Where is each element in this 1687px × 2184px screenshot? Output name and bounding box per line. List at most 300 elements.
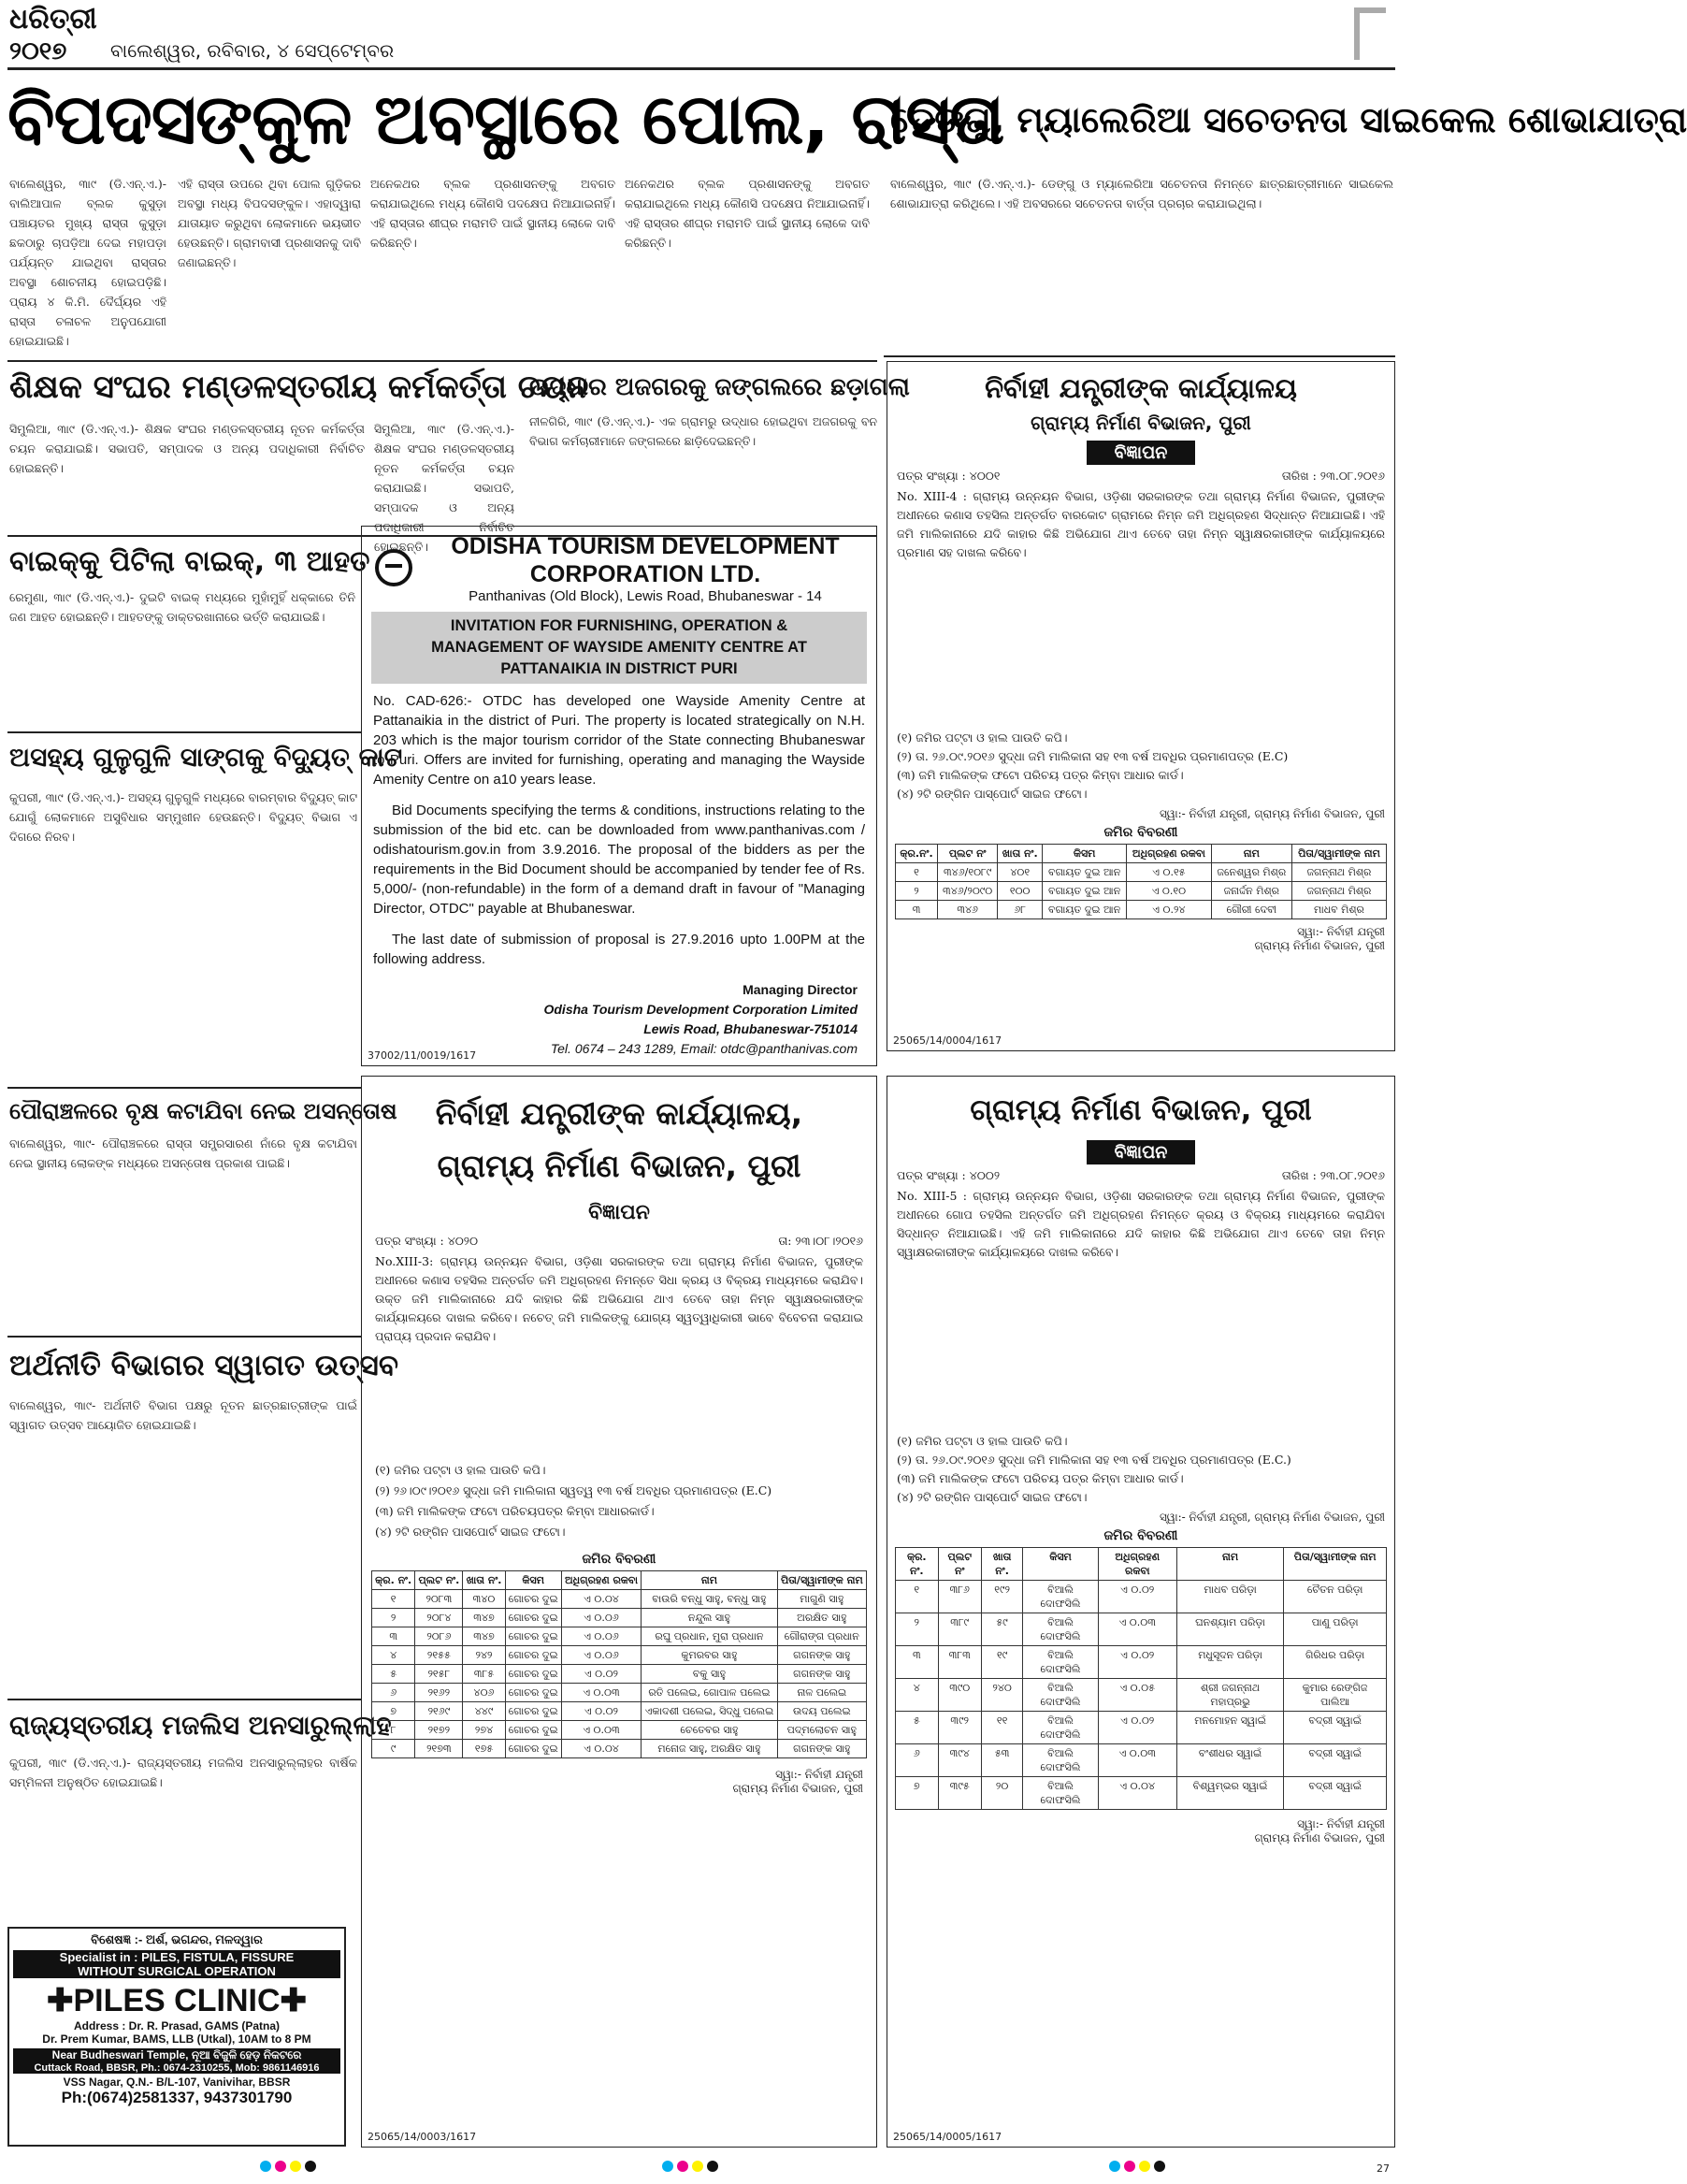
ad-c-code: 25065/14/0003/1617	[368, 2131, 477, 2143]
rule	[7, 1336, 361, 1338]
table-cell: ୨୦୮୪	[415, 1609, 463, 1627]
ad-tr-items	[897, 729, 1385, 803]
right-headline: ଡେଙ୍ଗୁ, ମ୍ୟାଲେରିଆ ସଚେତନତା ସାଇକେଲ ଶୋଭାଯାତ୍ରା	[890, 99, 1687, 140]
ad-tr-body: No. XIII-4 : ଗ୍ରାମ୍ୟ ଉନ୍ନୟନ ବିଭାଗ, ଓଡ଼ିଶା ସରକାରଙ୍କ ତଥା ଗ୍ରାମ୍ୟ ନିର୍ମାଣ ବିଭାଜନ, ପୁରୀଙ୍କ ଅଧୀନରେ କଣାସ ତହସିଲ ଅନ୍ତର୍ଗତ ବାରକୋଟ ଗ୍ରାମରେ ନିମ୍ନ ଜମି ଅଧିଗ୍ରହଣ ସିଦ୍ଧାନ୍ତ ନିଆଯାଇଛି। ଏହି ଜମି ମାଲିକାନାରେ ଯଦି କାହାର କିଛି ଅଭିଯୋଗ ଥାଏ ତେବେ ତାହା ନିମ୍ନ ସ୍ୱାକ୍ଷରକାରୀଙ୍କ କାର୍ଯ୍ୟାଳୟରେ ପ୍ରମାଣ ସହ ଦାଖଲ କରିବେ।	[897, 489, 1385, 559]
list-item: (୪) ୨ଟି ରଙ୍ଗିନ ପାସପୋର୍ଟ ସାଇଜ ଫଟୋ।	[375, 1525, 566, 1539]
table-cell: ଏ ୦.୦୨	[561, 1702, 641, 1721]
economics-headline: ଅର୍ଥନୀତି ବିଭାଗର ସ୍ୱାଗତ ଉତ୍ସବ	[9, 1349, 399, 1382]
otdc-sign-addr: Lewis Road, Bhubaneswar-751014	[643, 1021, 858, 1036]
ad-c-meta	[362, 1234, 876, 1249]
cross-icon: ✚	[46, 1983, 74, 2018]
table-cell: ୩୮୬	[938, 1581, 981, 1613]
table-cell: ୩୪୬/୧୦୮୯	[938, 863, 998, 882]
table-cell: ୧	[372, 1590, 415, 1609]
table-cell: ୧୦୦	[998, 882, 1043, 901]
clinic-name	[9, 1982, 344, 2019]
table-header: ପ୍ଲଟ ନଂ	[938, 1548, 981, 1581]
table-cell: ଗୋଚର ଦୁଇ	[505, 1702, 561, 1721]
table-cell: ଅରକ୍ଷିତ ସାହୁ	[777, 1609, 866, 1627]
ad-c-table-title: ଜମିର ବିବରଣୀ	[582, 1552, 656, 1567]
table-row	[372, 1627, 867, 1646]
ad-c-body: No.XIII-3: ଗ୍ରାମ୍ୟ ଉନ୍ନୟନ ବିଭାଗ, ଓଡ଼ିଶା ସରକାରଙ୍କ ତଥା ଗ୍ରାମ୍ୟ ନିର୍ମାଣ ବିଭାଜନ, ପୁରୀଙ୍କ ଅଧୀନରେ କଣାସ ତହସିଲ ଅନ୍ତର୍ଗତ ଜମି ଅଧିଗ୍ରହଣ ନିମନ୍ତେ ସିଧା କ୍ରୟ ଓ ବିକ୍ରୟ ମାଧ୍ୟମରେ କରାଯିବ। ଉକ୍ତ ଜମି ମାଲିକାନାରେ ଯଦି କାହାର କିଛି ଅଭିଯୋଗ ଥାଏ ତେବେ ତାହା ନିମ୍ନ ସ୍ୱାକ୍ଷରକାରୀଙ୍କ କାର୍ଯ୍ୟାଳୟରେ ଦାଖଲ କରିବେ। ନଚେତ୍ ଜମି ମାଲିକଙ୍କୁ ଯୋଗ୍ୟ ସ୍ୱତ୍ୱାଧିକାରୀ ଭାବେ ବିବେଚନା କରାଯାଇ ପ୍ରାପ୍ୟ ପ୍ରଦାନ କରାଯିବ।	[375, 1254, 863, 1343]
table-cell: ପଦ୍ମଲୋଚନ ସାହୁ	[777, 1721, 866, 1740]
table-cell: ମନମୋହନ ସ୍ୱାଇଁ	[1176, 1712, 1283, 1744]
table-header: ଖାତା ନଂ.	[981, 1548, 1022, 1581]
table-cell: ୨	[372, 1609, 415, 1627]
table-header-row	[896, 1548, 1387, 1581]
table-header: ଅଧିଗ୍ରହଣ ରକବା	[1098, 1548, 1176, 1581]
table-cell: ୬	[896, 1744, 939, 1777]
ad-c-table	[371, 1570, 867, 1758]
table-cell: ୩୪୬/୨୦୯୦	[938, 882, 998, 901]
table-cell: ଗୋଚର ଦୁଇ	[505, 1627, 561, 1646]
table-cell: ଗଗନଙ୍କ ସାହୁ	[777, 1740, 866, 1758]
table-cell: ଏ ୦.୦୫	[1098, 1679, 1176, 1712]
table-cell: ଏ ୦.୦୪	[1098, 1777, 1176, 1810]
table-cell: ବିଶ୍ୱମ୍ଭର ସ୍ୱାଇଁ	[1176, 1777, 1283, 1810]
ad-c-sign: ସ୍ୱା:- ନିର୍ବାହୀ ଯନ୍ତ୍ରୀ	[775, 1768, 863, 1781]
ad-tr-title: ନିର୍ବାହୀ ଯନ୍ତ୍ରୀଙ୍କ କାର୍ଯ୍ୟାଳୟ	[985, 372, 1297, 404]
table-cell: ୩୯୨	[938, 1712, 981, 1744]
table-cell: ୩୮୩	[938, 1646, 981, 1679]
table-cell: ବିଆଲି ଦୋଫସିଲି	[1023, 1613, 1098, 1646]
ad-br-table-title: ଜମିର ବିବରଣୀ	[1103, 1528, 1178, 1543]
table-cell: ୯	[372, 1740, 415, 1758]
table-cell: ମାଧବ ମିଶ୍ର	[1291, 901, 1386, 919]
table-cell: ଏ ୦.୦୨	[1098, 1712, 1176, 1744]
reg-mark-yellow	[692, 2161, 703, 2172]
table-cell: ବଗାୟତ ଦୁଇ ଆନ	[1043, 882, 1127, 901]
table-row	[896, 882, 1387, 901]
table-cell: ବଦ୍ରୀ ସ୍ୱାଇଁ	[1284, 1744, 1387, 1777]
ad-c-date: ତା: ୨୩।୦୮।୨୦୧୬	[778, 1234, 863, 1248]
table-cell: ଏ ୦.୦୨	[561, 1665, 641, 1684]
table-cell: ଏ ୦.୦୩	[561, 1721, 641, 1740]
reg-mark-cyan	[662, 2161, 673, 2172]
table-cell: ୨୪୦	[981, 1679, 1022, 1712]
ad-br-sign2: ସ୍ୱା:- ନିର୍ବାହୀ ଯନ୍ତ୍ରୀ	[1297, 1817, 1385, 1830]
masthead-rule	[7, 67, 1395, 70]
table-cell: ମାଗୁଣି ସାହୁ	[777, 1590, 866, 1609]
table-cell: ବିଆଲି ଦୋଫସିଲି	[1023, 1712, 1098, 1744]
otdc-para1: No. CAD-626:- OTDC has developed one Wayside Amenity Centre at Pattanaikia in the district of Puri. The property is located strategically on N.H. 203 which is the major tourism corridor of the State connecting Bhubaneswar to Puri. Offers are invited for furnishing, operating and managing the Wayside Amenity Centre on a10 years lease.	[373, 693, 865, 788]
footer-page-number: 27	[1377, 2162, 1390, 2175]
table-cell: ରତି ପଲେଇ, ଗୋପାଳ ପଲେଇ	[642, 1684, 777, 1702]
table-cell: ୨୦୮୩	[415, 1590, 463, 1609]
table-cell: ୩୯୫	[938, 1777, 981, 1810]
table-cell: ଚୈତନ ପରିଡ଼ା	[1284, 1581, 1387, 1613]
ad-br-notice: ବିଜ୍ଞାପନ	[1087, 1140, 1196, 1164]
ad-c-title2: ଗ୍ରାମ୍ୟ ନିର୍ମାଣ ବିଭାଜନ, ପୁରୀ	[437, 1148, 801, 1184]
table-cell: ଗୋଚର ଦୁଇ	[505, 1609, 561, 1627]
power-story: କୁପରୀ, ୩ା୯ (ଡି.ଏନ୍.ଏ.)- ଅସହ୍ୟ ଗୁଳୁଗୁଳି ମଧ୍ୟରେ ବାରମ୍ବାର ବିଦ୍ୟୁତ୍ କାଟ ଯୋଗୁଁ ଲୋକମାନେ ଅସୁବିଧାର ସମ୍ମୁଖୀନ ହେଉଛନ୍ତି। ବିଦ୍ୟୁତ୍ ବିଭାଗ ଏ ଦିଗରେ ନିରବ।	[9, 790, 357, 844]
main-story-col1: ବାଲେଶ୍ୱର, ୩ା୯ (ଡି.ଏନ୍.ଏ.)- ବାଲିଆପାଳ ବ୍ଲକ କୁସୁଡ଼ା ପଞ୍ଚାୟତର ମୁଖ୍ୟ ରାସ୍ତା କୁସୁଡ଼ା ଛକଠାରୁ ଚାପଡ଼ିଆ ଦେଇ ମହାପଡ଼ା ପର୍ଯ୍ୟନ୍ତ ଯାଇଥିବା ରାସ୍ତାର ଅବସ୍ଥା ଶୋଚନୀୟ ହୋଇପଡ଼ିଛି। ପ୍ରାୟ ୪ କି.ମି. ଦୈର୍ଘ୍ୟର ଏହି ରାସ୍ତା ଚଳାଚଳ ଅନୁପଯୋଗୀ ହୋଇଯାଇଛି।	[9, 177, 166, 348]
otdc-org2: CORPORATION LTD.	[529, 561, 761, 587]
ad-tr-sign: ସ୍ୱା:- ନିର୍ବାହୀ ଯନ୍ତ୍ରୀ, ଗ୍ରାମ୍ୟ ନିର୍ମାଣ ବିଭାଜନ, ପୁରୀ	[1159, 807, 1385, 820]
table-cell: ୨୧୫୫	[415, 1646, 463, 1665]
table-cell: ବଗାୟତ ଦୁଇ ଆନ	[1043, 901, 1127, 919]
rule	[7, 1087, 361, 1089]
table-cell: ୪୦୧	[998, 863, 1043, 882]
otdc-sign-tel: Tel. 0674 – 243 1289, Email: otdc@panthanivas.com	[550, 1041, 858, 1056]
main-story-col3: ଅନେକଥର ବ୍ଲକ ପ୍ରଶାସନଙ୍କୁ ଅବଗତ କରାଯାଇଥିଲେ ମଧ୍ୟ କୌଣସି ପଦକ୍ଷେପ ନିଆଯାଇନାହିଁ। ଏହି ରାସ୍ତାର ଶୀଘ୍ର ମରାମତି ପାଇଁ ସ୍ଥାନୀୟ ଲୋକେ ଦାବି କରିଛନ୍ତି।	[370, 177, 615, 250]
table-cell: ୪୦୬	[463, 1684, 505, 1702]
table-cell: ରଘୁ ପ୍ରଧାନ, ମୁରା ପ୍ରଧାନ	[642, 1627, 777, 1646]
table-cell: ୬୮	[998, 901, 1043, 919]
list-item: (୩) ଜମି ମାଲିକଙ୍କ ଫଟୋ ପରିଚୟ ପତ୍ର କିମ୍ବା ଆଧାର କାର୍ଡ।	[897, 1471, 1184, 1485]
table-cell: ୨୧୬୯	[415, 1702, 463, 1721]
table-cell: ଶ୍ରୀ ଜଗନ୍ନାଥ ମହାପ୍ରଭୁ	[1176, 1679, 1283, 1712]
table-row	[896, 901, 1387, 919]
dateline: ବାଲେଶ୍ୱର, ରବିବାର, ୪ ସେପ୍ଟେମ୍ବର	[110, 39, 395, 62]
table-cell: ୨୧୫୮	[415, 1665, 463, 1684]
table-cell: ଜଗନ୍ନାଥ ମିଶ୍ର	[1291, 863, 1386, 882]
table-cell: ଏ ୦.୦୬	[561, 1627, 641, 1646]
ad-top-right	[887, 361, 1395, 1051]
clinic-name-text: PILES CLINIC	[73, 1983, 281, 2018]
table-cell: ୨୦	[981, 1777, 1022, 1810]
majlis-story: କୁପରୀ, ୩ା୯ (ଡି.ଏନ୍.ଏ.)- ରାଜ୍ୟସ୍ତରୀୟ ମଜଲିସ ଅନସାରୁଲ୍ଲାହର ବାର୍ଷିକ ସମ୍ମିଳନୀ ଅନୁଷ୍ଠିତ ହୋଇଯାଇଛି।	[9, 1756, 357, 1789]
table-cell: ଏ ୦.୨୪	[1127, 901, 1212, 919]
list-item: (୪) ୨ଟି ରଙ୍ଗିନ ପାସ୍‌ପୋର୍ଟ ସାଇଜ ଫଟୋ।	[897, 787, 1088, 801]
table-cell: ୨୧୭୩	[415, 1740, 463, 1758]
clinic-location3: VSS Nagar, Q.N.- B/L-107, Vanivihar, BBSR	[63, 2076, 291, 2089]
list-item: (୨) ୨୬।୦୯।୨୦୧୬ ସୁଦ୍ଧା ଜମି ମାଲିକାନା ସ୍ୱତ୍ୱ ୧୩ ବର୍ଷ ଅବଧିର ପ୍ରମାଣପତ୍ର (E.C)	[375, 1483, 772, 1497]
table-cell: ୩୪୭	[463, 1609, 505, 1627]
table-cell: ଏକାଦଶୀ ପଲେଇ, ସିଦ୍ଧୁ ପଲେଇ	[642, 1702, 777, 1721]
reg-mark-cyan	[1109, 2161, 1120, 2172]
list-item: (୧) ଜମିର ପଟ୍ଟା ଓ ହାଲ ପାଉତି କପି।	[897, 730, 1068, 745]
table-header: ପ୍ଲଟ ନଂ.	[415, 1571, 463, 1590]
otdc-title1: INVITATION FOR FURNISHING, OPERATION &	[450, 617, 788, 634]
clinic-ad	[7, 1927, 346, 2147]
bike-story: ରେମୁଣା, ୩ା୯ (ଡି.ଏନ୍.ଏ.)- ଦୁଇଟି ବାଇକ୍ ମଧ୍ୟରେ ମୁହାଁମୁହିଁ ଧକ୍କାରେ ତିନି ଜଣ ଆହତ ହୋଇଛନ୍ତି। ଆହତଙ୍କୁ ଡାକ୍ତରଖାନାରେ ଭର୍ତ୍ତି କରାଯାଇଛି।	[9, 590, 355, 624]
ad-br-items	[897, 1432, 1385, 1507]
masthead-logo: ଧରିତ୍ରୀ	[9, 3, 97, 36]
ad-tr-date: ତାରିଖ : ୨୩.୦୮.୨୦୧୬	[1281, 469, 1385, 483]
main-story-col3b: ଅନେକଥର ବ୍ଲକ ପ୍ରଶାସନଙ୍କୁ ଅବଗତ କରାଯାଇଥିଲେ ମଧ୍ୟ କୌଣସି ପଦକ୍ଷେପ ନିଆଯାଇନାହିଁ। ଏହି ରାସ୍ତାର ଶୀଘ୍ର ମରାମତି ପାଇଁ ସ୍ଥାନୀୟ ଲୋକେ ଦାବି କରିଛନ୍ତି।	[625, 177, 870, 250]
table-cell: ୪	[896, 1679, 939, 1712]
table-cell: ୨୭୪	[463, 1721, 505, 1740]
table-cell: ଜଗନ୍ନାଥ ମିଶ୍ର	[1291, 882, 1386, 901]
table-cell: ଏ ୦.୦୨	[1098, 1646, 1176, 1679]
table-cell: ୩୮୯	[938, 1613, 981, 1646]
table-cell: ପାଣୁ ପରିଡ଼ା	[1284, 1613, 1387, 1646]
reg-mark-cyan	[260, 2161, 271, 2172]
table-cell: ଗଗନଙ୍କ ସାହୁ	[777, 1665, 866, 1684]
table-cell: କୁମରବର ସାହୁ	[642, 1646, 777, 1665]
ad-bottom-right	[887, 1076, 1395, 2148]
trees-story: ବାଲେଶ୍ୱର, ୩ା୯- ପୌରାଞ୍ଚଳରେ ରାସ୍ତା ସମ୍ପ୍ରସାରଣ ନାଁରେ ବୃକ୍ଷ କଟାଯିବା ନେଇ ସ୍ଥାନୀୟ ଲୋକଙ୍କ ମଧ୍ୟରେ ଅସନ୍ତୋଷ ପ୍ରକାଶ ପାଇଛି।	[9, 1136, 357, 1170]
table-cell: ୧୯	[981, 1646, 1022, 1679]
otdc-ad	[361, 526, 877, 1066]
table-cell: ୩୪୭	[463, 1627, 505, 1646]
table-row	[896, 1646, 1387, 1679]
table-cell: ଏ ୦.୦୩	[1098, 1613, 1176, 1646]
ad-br-date: ତାରିଖ : ୨୩.୦୮.୨୦୧୬	[1281, 1168, 1385, 1182]
table-cell: ୧୯୨	[981, 1581, 1022, 1613]
table-row	[896, 1679, 1387, 1712]
ad-c-letter-no: ପତ୍ର ସଂଖ୍ୟା : ୪୦୨୦	[375, 1234, 479, 1248]
table-row	[896, 1777, 1387, 1810]
table-header: ଅଧିଗ୍ରହଣ ରକବା	[561, 1571, 641, 1590]
table-header: ପିତା/ସ୍ୱାମୀଙ୍କ ନାମ	[1291, 845, 1386, 863]
table-header: ଖାତା ନଂ.	[463, 1571, 505, 1590]
table-header: ନାମ	[1176, 1548, 1283, 1581]
table-cell: ୩୮୫	[463, 1665, 505, 1684]
table-cell: ଗୌରାଙ୍ଗ ପ୍ରଧାନ	[777, 1627, 866, 1646]
list-item: (୩) ଜମି ମାଲିକଙ୍କ ଫଟୋ ପରିଚୟ ପତ୍ର କିମ୍ବା ଆଧାର କାର୍ଡ।	[897, 768, 1184, 782]
reg-mark-magenta	[275, 2161, 286, 2172]
table-cell: ୫୩	[981, 1744, 1022, 1777]
table-cell: ଜନାର୍ଦ୍ଦନ ମିଶ୍ର	[1211, 882, 1291, 901]
table-header: ପିତା/ସ୍ୱାମୀଙ୍କ ନାମ	[1284, 1548, 1387, 1581]
otdc-org1: ODISHA TOURISM DEVELOPMENT	[451, 533, 840, 559]
clinic-location1: Near Budheswari Temple, ନୂଆ ବିଜୁଳି ହେଡ଼ ନିକଟରେ	[13, 2048, 340, 2062]
table-cell: ବଗାୟତ ଦୁଇ ଆନ	[1043, 863, 1127, 882]
python-story: ନୀଳଗିରି, ୩ା୯ (ଡି.ଏନ୍.ଏ.)- ଏକ ଗ୍ରାମରୁ ଉଦ୍ଧାର ହୋଇଥିବା ଅଜଗରକୁ ବନ ବିଭାଗ କର୍ମଚାରୀମାନେ ଜଙ୍ଗଲରେ ଛାଡ଼ିଦେଇଛନ୍ତି।	[529, 414, 877, 448]
ad-c-sign2: ଗ୍ରାମ୍ୟ ନିର୍ମାଣ ବିଭାଜନ, ପୁରୀ	[732, 1782, 863, 1795]
table-cell: ୧୭୫	[463, 1740, 505, 1758]
clinic-specialist-en: Specialist in : PILES, FISTULA, FISSURE	[13, 1950, 340, 1964]
table-row	[896, 1581, 1387, 1613]
table-cell: ଏ ୦.୧୫	[1127, 863, 1212, 882]
table-row	[896, 863, 1387, 882]
otdc-code: 37002/11/0019/1617	[368, 1049, 477, 1062]
ad-tr-code: 25065/14/0004/1617	[893, 1034, 1002, 1047]
table-cell: ଗଗନଙ୍କ ସାହୁ	[777, 1646, 866, 1665]
table-header-row	[896, 845, 1387, 863]
ad-br-title: ଗ୍ରାମ୍ୟ ନିର୍ମାଣ ବିଭାଜନ, ପୁରୀ	[970, 1093, 1312, 1127]
table-cell: ମନୋଜ ସାହୁ, ଅରକ୍ଷିତ ସାହୁ	[642, 1740, 777, 1758]
table-cell: ୩୪୬	[938, 901, 998, 919]
ad-br-meta	[887, 1168, 1394, 1183]
trees-headline: ପୌରାଞ୍ଚଳରେ ବୃକ୍ଷ କଟାଯିବା ନେଇ ଅସନ୍ତୋଷ	[9, 1098, 397, 1124]
table-cell: ଗୋଚର ଦୁଇ	[505, 1684, 561, 1702]
ad-c-title1: ନିର୍ବାହୀ ଯନ୍ତ୍ରୀଙ୍କ କାର୍ଯ୍ୟାଳୟ,	[435, 1095, 803, 1132]
table-cell: ଗୋଚର ଦୁଇ	[505, 1721, 561, 1740]
table-cell: ବଂଶୀଧର ସ୍ୱାଇଁ	[1176, 1744, 1283, 1777]
ad-tr-meta	[887, 469, 1394, 484]
table-header: ନାମ	[1211, 845, 1291, 863]
bike-headline: ବାଇକ୍‌କୁ ପିଟିଲା ବାଇକ୍, ୩ ଆହତ	[9, 545, 370, 578]
table-cell: ବଦ୍ରୀ ସ୍ୱାଇଁ	[1284, 1777, 1387, 1810]
table-cell: ୧୧	[981, 1712, 1022, 1744]
teacher-story: ସିମୁଲିଆ, ୩ା୯ (ଡି.ଏନ୍.ଏ.)- ଶିକ୍ଷକ ସଂଘର ମଣ୍ଡଳସ୍ତରୀୟ ନୂତନ କର୍ମକର୍ତ୍ତା ଚୟନ କରାଯାଇଛି। ସଭାପତି, ସମ୍ପାଦକ ଓ ଅନ୍ୟ ପଦାଧିକାରୀ ନିର୍ବାଚିତ ହୋଇଛନ୍ତି।	[9, 422, 365, 475]
table-cell: ୨	[896, 882, 938, 901]
otdc-para2: Bid Documents specifying the terms & conditions, instructions relating to the submission of the bid etc. can be downloaded from www.panthanivas.com / odishatourism.gov.in from 3.9.2016. The proposal of the bidders as per the requirements in the Bid Document should be accompanied by tender fee of Rs. 5,000/- (non-refundable) in the form of a demand draft in favour of "Managing Director, OTDC" payable at Bhubaneswar.	[373, 803, 865, 917]
table-row	[896, 1712, 1387, 1744]
ad-br-code: 25065/14/0005/1617	[893, 2131, 1002, 2143]
table-cell: ବକୁ ସାହୁ	[642, 1665, 777, 1684]
table-cell: ମଧୁସୂଦନ ପରିଡ଼ା	[1176, 1646, 1283, 1679]
table-cell: ୧	[896, 1581, 939, 1613]
table-cell: ଏ ୦.୦୩	[1098, 1744, 1176, 1777]
table-cell: ଗୋଚର ଦୁଇ	[505, 1665, 561, 1684]
ad-br-letter-no: ପତ୍ର ସଂଖ୍ୟା : ୪୦୦୨	[897, 1168, 1001, 1182]
reg-mark-yellow	[1139, 2161, 1150, 2172]
table-cell: ବିଆଲି ଦୋଫସିଲି	[1023, 1744, 1098, 1777]
table-cell: ନନ୍ଦୁଲ ସାହୁ	[642, 1609, 777, 1627]
table-row	[896, 1613, 1387, 1646]
economics-story: ବାଲେଶ୍ୱର, ୩ା୯- ଅର୍ଥନୀତି ବିଭାଗ ପକ୍ଷରୁ ନୂତନ ଛାତ୍ରଛାତ୍ରୀଙ୍କ ପାଇଁ ସ୍ୱାଗତ ଉତ୍ସବ ଆୟୋଜିତ ହୋଇଯାଇଛି।	[9, 1398, 357, 1432]
table-cell: ୩	[896, 901, 938, 919]
clinic-location2: Cuttack Road, BBSR, Ph.: 0674-2310255, Mob: 9861146916	[13, 2062, 340, 2074]
ad-tr-subtitle: ଗ୍ରାମ୍ୟ ନିର୍ମାଣ ବିଭାଜନ, ପୁରୀ	[1031, 412, 1251, 434]
table-cell: ବଦ୍ରୀ ସ୍ୱାଇଁ	[1284, 1712, 1387, 1744]
ad-tr-table	[895, 844, 1387, 919]
otdc-sign-org: Odisha Tourism Development Corporation Limited	[543, 1002, 858, 1017]
clinic-doctor2: Dr. Prem Kumar, BAMS, LLB (Utkal), 10AM to 8 PM	[42, 2032, 311, 2046]
table-row	[372, 1590, 867, 1609]
clinic-phone: Ph:(0674)2581337, 9437301790	[61, 2089, 293, 2106]
reg-mark-ink	[305, 2161, 316, 2172]
table-cell: ୫	[372, 1665, 415, 1684]
table-cell: ନାଳ ପଲେଇ	[777, 1684, 866, 1702]
table-cell: ଏ ୦.୦୨	[1098, 1581, 1176, 1613]
table-cell: ଗୋଚର ଦୁଇ	[505, 1590, 561, 1609]
otdc-title3: PATTANAIKIA IN DISTRICT PURI	[500, 660, 738, 677]
table-row	[372, 1702, 867, 1721]
otdc-logo-icon	[375, 549, 412, 586]
otdc-address: Panthanivas (Old Block), Lewis Road, Bhubaneswar - 14	[469, 588, 822, 604]
table-header: ପିତା/ସ୍ୱାମୀଙ୍କ ନାମ	[777, 1571, 866, 1590]
table-header: ପ୍ଲଟ ନଂ	[938, 845, 998, 863]
table-cell: ଏ ୦.୦୬	[561, 1609, 641, 1627]
main-headline: ବିପଦସଙ୍କୁଳ ଅବସ୍ଥାରେ ପୋଲ, ରାସ୍ତା	[7, 80, 1004, 160]
ad-center	[361, 1076, 877, 2148]
table-cell: ୩୯୦	[938, 1679, 981, 1712]
table-cell: ୪୪୯	[463, 1702, 505, 1721]
ad-c-items	[375, 1460, 863, 1542]
table-cell: ବିଆଲି ଦୋଫସିଲି	[1023, 1777, 1098, 1810]
table-cell: ୩	[896, 1646, 939, 1679]
table-cell: ୪	[372, 1646, 415, 1665]
table-cell: ୩୯୪	[938, 1744, 981, 1777]
majlis-headline: ରାଜ୍ୟସ୍ତରୀୟ ମଜଲିସ ଅନସାରୁଲ୍ଲାହ	[9, 1710, 392, 1741]
table-cell: ୨	[896, 1613, 939, 1646]
table-row	[372, 1740, 867, 1758]
clinic-specialist-odia: ବିଶେଷଜ୍ଞ :- ଅର୍ଶ, ଭଗନ୍ଦର, ମଳଦ୍ୱାର	[91, 1932, 263, 1946]
table-header: କିସମ	[1023, 1548, 1098, 1581]
ad-tr-sign3: ଗ୍ରାମ୍ୟ ନିର୍ମାଣ ବିଭାଜନ, ପୁରୀ	[1254, 939, 1385, 952]
table-cell: ୩୪୦	[463, 1590, 505, 1609]
table-cell: ବିଆଲି ଦୋଫସିଲି	[1023, 1646, 1098, 1679]
corner-mark	[1354, 7, 1386, 60]
cross-icon: ✚	[280, 1983, 308, 2018]
table-cell: ୫	[896, 1712, 939, 1744]
ad-br-body: No. XIII-5 : ଗ୍ରାମ୍ୟ ଉନ୍ନୟନ ବିଭାଗ, ଓଡ଼ିଶା ସରକାରଙ୍କ ତଥା ଗ୍ରାମ୍ୟ ନିର୍ମାଣ ବିଭାଜନ, ପୁରୀଙ୍କ ଅଧୀନରେ ଗୋପ ତହସିଲ ଅନ୍ତର୍ଗତ ଜମି ଅଧିଗ୍ରହଣ ନିମନ୍ତେ କ୍ରୟ ଓ ବିକ୍ରୟ ମାଧ୍ୟମରେ କରାଯିବା ସିଦ୍ଧାନ୍ତ ନିଆଯାଇଛି। ଏହି ଜମି ମାଲିକାନାରେ ଯଦି କାହାର କିଛି ଅଭିଯୋଗ ଥାଏ ତେବେ ତାହା ନିମ୍ନ ସ୍ୱାକ୍ଷରକାରୀଙ୍କ କାର୍ଯ୍ୟାଳୟରେ ଦାଖଲ କରିବେ।	[897, 1189, 1385, 1259]
list-item: (୩) ଜମି ମାଲିକଙ୍କ ଫଟୋ ପରିଚୟପତ୍ର କିମ୍ବା ଆଧାରକାର୍ଡ।	[375, 1504, 655, 1518]
table-header-row	[372, 1571, 867, 1590]
table-header: ଖାତା ନଂ.	[998, 845, 1043, 863]
table-cell: ଗୌରୀ ଦେବୀ	[1211, 901, 1291, 919]
power-headline: ଅସହ୍ୟ ଗୁଳୁଗୁଳି ସାଙ୍ଗକୁ ବିଦ୍ୟୁତ୍ କାଟ	[9, 742, 403, 773]
table-cell: ୩	[372, 1627, 415, 1646]
main-story-col2: ଏହି ରାସ୍ତା ଉପରେ ଥିବା ପୋଲ ଗୁଡ଼ିକର ଅବସ୍ଥା ମଧ୍ୟ ବିପଦସଙ୍କୁଳ। ଏହାଦ୍ୱାରା ଯାତାୟାତ କରୁଥିବା ଲୋକମାନେ ଭୟଭୀତ ହେଉଛନ୍ତି। ଗ୍ରାମବାସୀ ପ୍ରଶାସନକୁ ଦାବି ଜଣାଇଛନ୍ତି।	[178, 177, 361, 269]
list-item: (୨) ତା. ୨୬.୦୯.୨୦୧୬ ସୁଦ୍ଧା ଜମି ମାଲିକାନା ସହ ୧୩ ବର୍ଷ ଅବଧିର ପ୍ରମାଣପତ୍ର (E.C)	[897, 749, 1289, 763]
ad-tr-letter-no: ପତ୍ର ସଂଖ୍ୟା : ୪୦୦୧	[897, 469, 1001, 483]
table-cell: ମାଧବ ପରିଡ଼ା	[1176, 1581, 1283, 1613]
table-cell: ୨୧୬୨	[415, 1684, 463, 1702]
table-cell: କୁମାର ରେଙ୍ଗିଜ ପାଲିଆ	[1284, 1679, 1387, 1712]
reg-mark-yellow	[290, 2161, 301, 2172]
list-item: (୪) ୨ଟି ରଙ୍ଗିନ ପାସ୍‌ପୋର୍ଟ ସାଇଜ ଫଟୋ।	[897, 1490, 1088, 1504]
table-row	[372, 1721, 867, 1740]
table-header: କିସମ	[505, 1571, 561, 1590]
table-header: କ୍ର. ନଂ.	[896, 1548, 939, 1581]
rule	[7, 1699, 361, 1700]
otdc-sign-title: Managing Director	[743, 982, 858, 997]
ad-tr-notice: ବିଜ୍ଞାପନ	[1087, 441, 1196, 465]
reg-mark-ink	[1154, 2161, 1165, 2172]
list-item: (୧) ଜମିର ପଟ୍ଟା ଓ ହାଲ ପାଉତି କପି।	[375, 1463, 546, 1477]
table-cell: ୨୦୮୬	[415, 1627, 463, 1646]
table-cell: ୭	[896, 1777, 939, 1810]
teacher-story-2: ସିମୁଲିଆ, ୩ା୯ (ଡି.ଏନ୍.ଏ.)- ଶିକ୍ଷକ ସଂଘର ମଣ୍ଡଳସ୍ତରୀୟ ନୂତନ କର୍ମକର୍ତ୍ତା ଚୟନ କରାଯାଇଛି। ସଭାପତି, ସମ୍ପାଦକ ଓ ଅନ୍ୟ ପଦାଧିକାରୀ ନିର୍ବାଚିତ ହୋଇଛନ୍ତି।	[374, 422, 514, 554]
table-cell: ଏ ୦.୧୦	[1127, 882, 1212, 901]
table-cell: ଘନଶ୍ୟାମ ପରିଡ଼ା	[1176, 1613, 1283, 1646]
table-cell: ବାଉରି ବନ୍ଧୁ ସାହୁ, ବନ୍ଧୁ ସାହୁ	[642, 1590, 777, 1609]
otdc-title2: MANAGEMENT OF WAYSIDE AMENITY CENTRE AT	[431, 639, 807, 656]
table-row	[372, 1665, 867, 1684]
table-cell: ଏ ୦.୦୪	[561, 1740, 641, 1758]
ad-tr-sign2: ସ୍ୱା:- ନିର୍ବାହୀ ଯନ୍ତ୍ରୀ	[1297, 925, 1385, 938]
table-cell: ୭	[372, 1702, 415, 1721]
ad-br-table	[895, 1547, 1387, 1810]
ad-c-notice: ବିଜ୍ଞାପନ	[588, 1201, 650, 1224]
table-cell: ୮	[372, 1721, 415, 1740]
clinic-without-surgery: WITHOUT SURGICAL OPERATION	[13, 1964, 340, 1978]
list-item: (୨) ତା. ୨୬.୦୯.୨୦୧୬ ସୁଦ୍ଧା ଜମି ମାଲିକାନା ସହ ୧୩ ବର୍ଷ ଅବଧିର ପ୍ରମାଣପତ୍ର (E.C.)	[897, 1453, 1291, 1467]
table-row	[896, 1744, 1387, 1777]
python-headline: ଉଦ୍ଧାର ଅଜଗରକୁ ଜଙ୍ଗଲରେ ଛଡ଼ାଗଲା	[529, 373, 910, 401]
clinic-address: Address : Dr. R. Prasad, GAMS (Patna)	[73, 2019, 281, 2032]
table-cell: ଏ ୦.୦୬	[561, 1646, 641, 1665]
ad-tr-table-title: ଜମିର ବିବରଣୀ	[1103, 825, 1178, 840]
table-cell: ଗୋଚର ଦୁଇ	[505, 1646, 561, 1665]
table-cell: ଜନେଶ୍ୱର ମିଶ୍ର	[1211, 863, 1291, 882]
ad-br-notice-wrap	[887, 1140, 1394, 1164]
reg-mark-magenta	[1124, 2161, 1135, 2172]
otdc-title-band	[371, 612, 867, 684]
table-header: କିସମ	[1043, 845, 1127, 863]
table-header: ଅଧିଗ୍ରହଣ ରକବା	[1127, 845, 1212, 863]
table-cell: ୫୯	[981, 1613, 1022, 1646]
list-item: (୧) ଜମିର ପଟ୍ଟା ଓ ହାଲ ପାଉତି କପି।	[897, 1434, 1068, 1448]
rule	[884, 355, 1395, 357]
table-cell: ଉଦୟ ପଲେଇ	[777, 1702, 866, 1721]
page-year: ୨୦୧୭	[9, 37, 67, 65]
table-header: ନାମ	[642, 1571, 777, 1590]
table-cell: ବିଆଲି ଦୋଫସିଲି	[1023, 1679, 1098, 1712]
table-cell: ୧	[896, 863, 938, 882]
table-cell: ଗୋଚର ଦୁଇ	[505, 1740, 561, 1758]
table-cell: ଏ ୦.୦୩	[561, 1684, 641, 1702]
cycle-rally-story: ବାଲେଶ୍ୱର, ୩ା୯ (ଡି.ଏନ୍.ଏ.)- ଡେଙ୍ଗୁ ଓ ମ୍ୟାଲେରିଆ ସଚେତନତା ନିମନ୍ତେ ଛାତ୍ରଛାତ୍ରୀମାନେ ସାଇକେଲ ଶୋଭାଯାତ୍ରା କରିଥିଲେ। ଏହି ଅବସରରେ ସଚେତନତା ବାର୍ତ୍ତା ପ୍ରଚାର କରାଯାଇଥିଲା।	[890, 177, 1393, 210]
table-row	[372, 1609, 867, 1627]
table-header: କ୍ର. ନଂ.	[372, 1571, 415, 1590]
table-row	[372, 1646, 867, 1665]
table-cell: ବିଆଲି ଦୋଫସିଲି	[1023, 1581, 1098, 1613]
table-cell: ଗିରିଧର ପରିଡ଼ା	[1284, 1646, 1387, 1679]
table-row	[372, 1684, 867, 1702]
table-cell: ୨୪୨	[463, 1646, 505, 1665]
table-cell: ୨୧୭୨	[415, 1721, 463, 1740]
reg-mark-magenta	[677, 2161, 688, 2172]
table-cell: ଚେତେବର ସାହୁ	[642, 1721, 777, 1740]
table-cell: ଏ ୦.୦୪	[561, 1590, 641, 1609]
